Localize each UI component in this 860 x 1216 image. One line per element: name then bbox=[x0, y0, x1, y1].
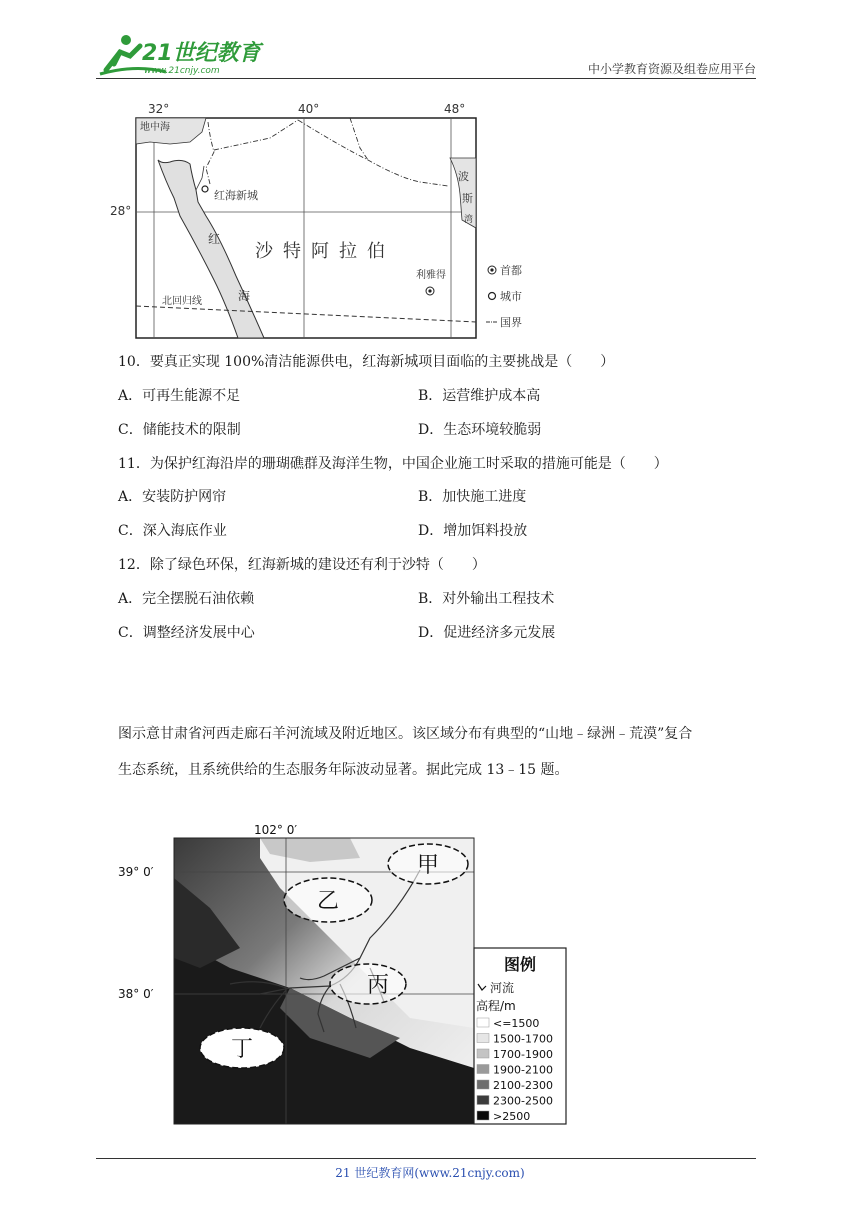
lat-label-39: 39° 0′ bbox=[118, 865, 154, 879]
lat-label-28: 28° bbox=[110, 204, 132, 218]
legend-capital: 首都 bbox=[500, 264, 522, 277]
legend-elev-label: 1900-2100 bbox=[493, 1063, 553, 1077]
gulf-char-2: 斯 bbox=[462, 192, 473, 205]
lon-label-32: 32° bbox=[148, 102, 170, 116]
legend-swatch bbox=[477, 1034, 489, 1043]
lon-label-40: 40° bbox=[298, 102, 320, 116]
legend-swatch bbox=[477, 1111, 489, 1120]
map1-legend bbox=[486, 263, 522, 329]
question-11-stem: 11．为保护红海沿岸的珊瑚礁群及海洋生物，中国企业施工时采取的措施可能是（ ） bbox=[118, 456, 668, 472]
tropic-label: 北回归线 bbox=[162, 296, 202, 307]
red-sea-char-2: 海 bbox=[238, 289, 251, 303]
gulf-char-3: 湾 bbox=[464, 215, 474, 225]
region-ding bbox=[200, 1028, 284, 1068]
legend-title: 图例 bbox=[503, 955, 537, 974]
question-12-option-a[interactable]: A．完全摆脱石油依赖 bbox=[118, 591, 255, 607]
legend-elev-label: 2300-2500 bbox=[493, 1094, 553, 1108]
region-label-yi: 乙 bbox=[316, 889, 340, 914]
legend-border: 国界 bbox=[500, 316, 522, 329]
red-sea-map bbox=[110, 98, 540, 344]
legend-river: 河流 bbox=[490, 981, 515, 995]
legend-elev-label: >2500 bbox=[493, 1110, 531, 1123]
passage-line-2: 生态系统，且系统供给的生态服务年际波动显著。据此完成 13﹣15 题。 bbox=[118, 762, 569, 778]
legend-elev-label: 2100-2300 bbox=[493, 1079, 553, 1092]
lat-label-38: 38° 0′ bbox=[118, 987, 154, 1001]
region-yi bbox=[284, 878, 372, 922]
question-11-option-d[interactable]: D．增加饵料投放 bbox=[418, 523, 528, 539]
capital-label: 利雅得 bbox=[416, 270, 446, 281]
question-12-stem: 12．除了绿色环保，红海新城的建设还有利于沙特（ ） bbox=[118, 557, 486, 573]
legend-elev-label: 1500-1700 bbox=[493, 1032, 553, 1046]
legend-elev-label: 1700-1900 bbox=[493, 1048, 553, 1061]
question-11-option-a[interactable]: A．安装防护网帘 bbox=[118, 489, 227, 505]
footer-divider bbox=[96, 1158, 756, 1159]
question-10-option-d[interactable]: D．生态环境较脆弱 bbox=[418, 422, 542, 438]
country-label: 沙特阿拉伯 bbox=[255, 241, 395, 262]
region-bing bbox=[330, 964, 406, 1004]
legend-city: 城市 bbox=[500, 290, 522, 303]
gulf-char-1: 波 bbox=[458, 170, 469, 183]
map2-legend bbox=[474, 948, 566, 1124]
region-jia bbox=[388, 844, 468, 884]
lon-label-48: 48° bbox=[444, 102, 466, 116]
question-10-option-a[interactable]: A．可再生能源不足 bbox=[118, 388, 241, 404]
question-11-option-b[interactable]: B．加快施工进度 bbox=[418, 489, 527, 505]
legend-swatch bbox=[477, 1049, 489, 1058]
legend-swatch bbox=[477, 1096, 489, 1105]
site-logo bbox=[96, 30, 266, 80]
footer-text: 21 世纪教育网(www.21cnjy.com) bbox=[335, 1166, 525, 1180]
shiyang-river-map bbox=[110, 818, 570, 1130]
mediterranean-label: 地中海 bbox=[140, 122, 170, 133]
header-divider bbox=[96, 78, 756, 79]
question-12-option-b[interactable]: B．对外输出工程技术 bbox=[418, 591, 555, 607]
region-label-jia: 甲 bbox=[416, 853, 440, 878]
legend-elevation: 高程/m bbox=[476, 999, 516, 1013]
region-label-bing: 丙 bbox=[366, 973, 390, 998]
question-10-stem: 10．要真正实现 100%清洁能源供电，红海新城项目面临的主要挑战是（ ） bbox=[118, 354, 615, 370]
question-11-option-c[interactable]: C．深入海底作业 bbox=[118, 523, 227, 539]
region-label-ding: 丁 bbox=[230, 1037, 254, 1062]
question-10-option-c[interactable]: C．储能技术的限制 bbox=[118, 422, 241, 438]
red-sea-char-1: 红 bbox=[208, 232, 221, 246]
question-12-option-d[interactable]: D．促进经济多元发展 bbox=[418, 625, 556, 641]
question-12-option-c[interactable]: C．调整经济发展中心 bbox=[118, 625, 255, 641]
passage-line-1: 图示意甘肃省河西走廊石羊河流域及附近地区。该区域分布有典型的“山地﹣绿洲﹣荒漠”复合 bbox=[118, 726, 693, 742]
logo-text: 21世纪教育 bbox=[142, 41, 261, 66]
legend-swatch bbox=[477, 1065, 489, 1074]
platform-name: 中小学教育资源及组卷应用平台 bbox=[587, 62, 756, 76]
logo-url: www.21cnjy.com bbox=[144, 66, 220, 76]
legend-swatch bbox=[477, 1080, 489, 1089]
red-sea-city-label: 红海新城 bbox=[214, 189, 258, 202]
lon-label-102: 102° 0′ bbox=[254, 823, 298, 837]
legend-swatch bbox=[477, 1018, 489, 1027]
legend-elev-label: <=1500 bbox=[493, 1017, 540, 1030]
question-10-option-b[interactable]: B．运营维护成本高 bbox=[418, 388, 541, 404]
